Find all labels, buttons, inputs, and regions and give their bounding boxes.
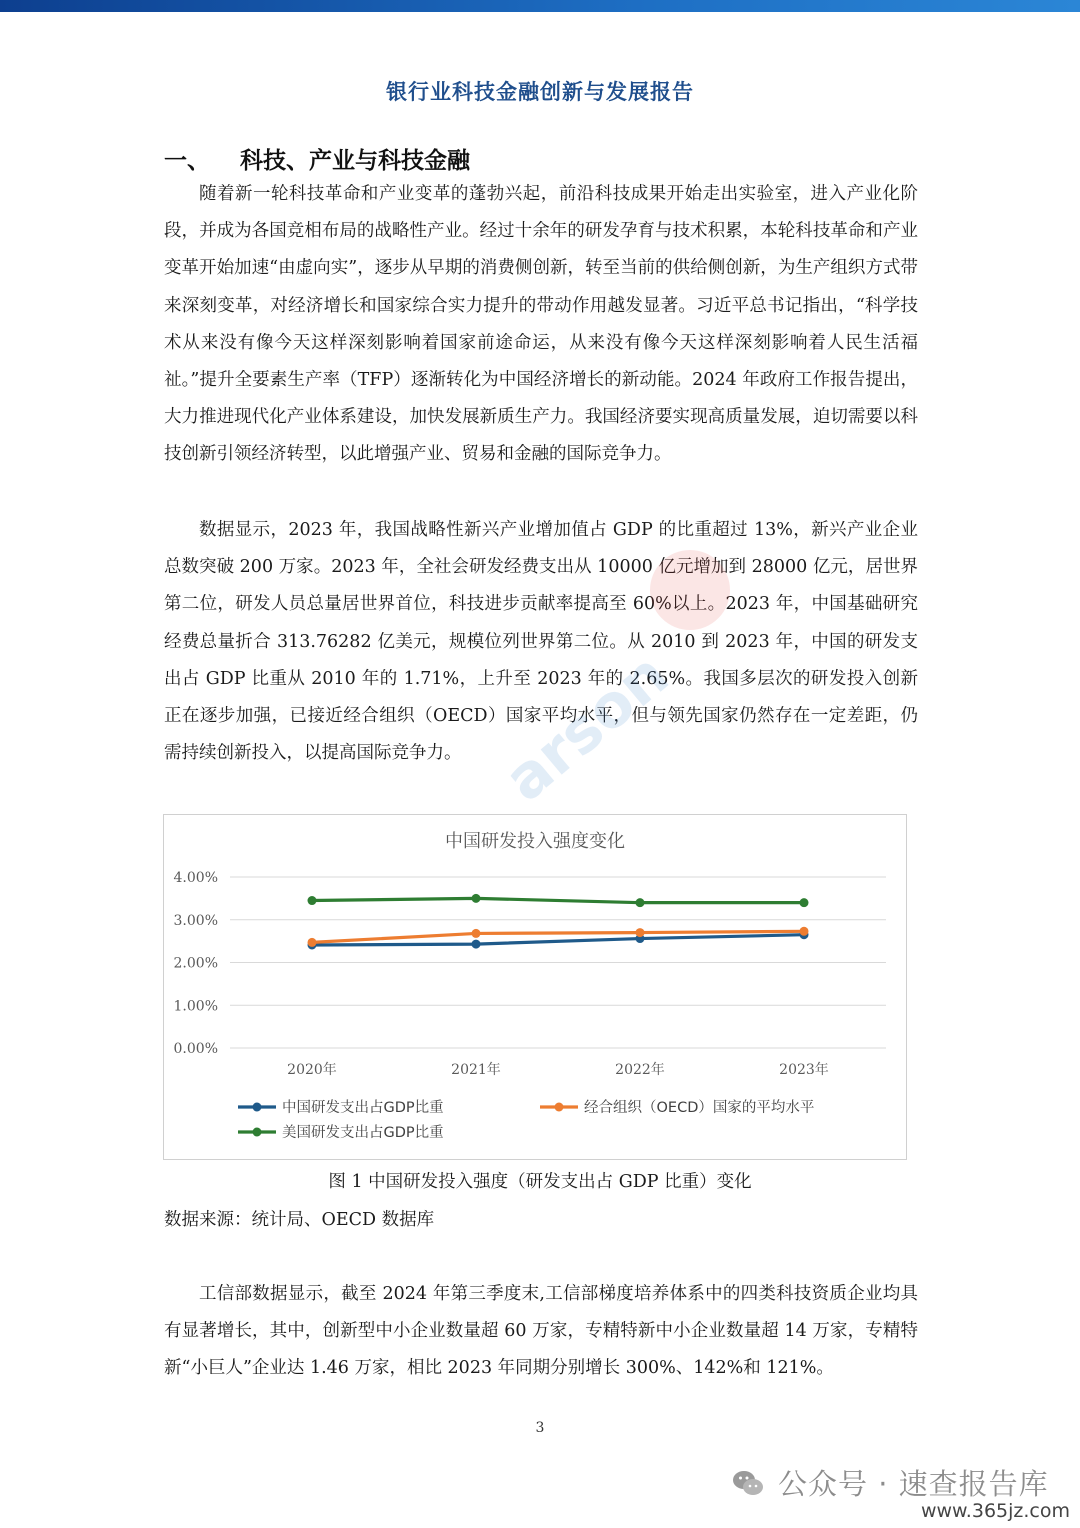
y-tick-label: 2.00% <box>173 955 218 972</box>
svg-text:arson: arson <box>491 639 682 816</box>
data-point <box>308 938 317 947</box>
section-number: 一、 <box>164 148 210 174</box>
body-paragraph-1: 随着新一轮科技革命和产业变革的蓬勃兴起，前沿科技成果开始走出实验室，进入产业化阶段，并成为各国竞相布局的战略性产业。经过十余年的研发孕育与技术积累，本轮科技革命和产业变革开始加速“由虚向实”，逐步从早期的消费侧创新，转至当前的供给侧创新，为生产组织方式带来深刻变革，对经济增长和国家综合实力提升的带动作用越发显著。习近平总书记指出，“科学技术从来没有像今天这样深刻影响着国家前途命运，从来没有像今天这样深刻影响着人民生活福祉。”提升全要素生产率（TFP）逐渐转化为中国经济增长的新动能。2024 年政府工作报告提出，大力推进现代化产业体系建设，加快发展新质生产力。我国经济要实现高质量发展，迫切需要以科技创新引领经济转型，以此增强产业、贸易和金融的国际竞争力。 <box>164 184 918 465</box>
wechat-account-label <box>732 1462 1049 1503</box>
data-point <box>472 894 481 903</box>
data-point <box>636 928 645 937</box>
y-tick-label: 0.00% <box>173 1041 218 1057</box>
wechat-account-text: 公众号 · 速查报告库 <box>778 1467 1049 1501</box>
data-point <box>308 896 317 905</box>
data-point <box>800 927 809 936</box>
data-point <box>636 898 645 907</box>
body-paragraph-2: 数据显示，2023 年，我国战略性新兴产业增加值占 GDP 的比重超过 13%，新兴产业企业总数突破 200 万家。2023 年，全社会研发经费支出从 10000 亿元增加到 28000 亿元，居世界第二位，研发人员总量居世界首位，科技进步贡献率提高至 60%以上。2023 年，中国基础研究经费总量折合 313.76282 亿美元，规模位列世界第二位。从 2010 到 2023 年，中国的研发支出占 GDP 比重从 2010 年的 1.71%，上升至 2023 年的 2.65%。我国多层次的研发投入创新正在逐步加强，已接近经合组织（OECD）国家平均水平，但与领先国家仍然存在一定差距，仍需持续创新投入，以提高国际竞争力。 <box>164 520 918 764</box>
legend-label: 经合组织（OECD）国家的平均水平 <box>584 1100 815 1116</box>
y-tick-label: 4.00% <box>173 870 218 886</box>
section-title: 科技、产业与科技金融 <box>240 148 470 174</box>
legend-item <box>238 1124 444 1141</box>
document-title: 银行业科技金融创新与发展报告 <box>386 80 694 104</box>
data-source-note: 数据来源：统计局、OECD 数据库 <box>164 1210 435 1230</box>
site-url: www.365jz.com <box>920 1500 1070 1522</box>
series-3 <box>308 894 809 907</box>
wechat-icon <box>732 1467 764 1499</box>
top-accent-bar <box>0 0 1080 12</box>
legend-label: 美国研发支出占GDP比重 <box>282 1125 444 1141</box>
legend-swatch-marker <box>253 1128 262 1137</box>
series-line <box>312 898 804 902</box>
legend-label: 中国研发支出占GDP比重 <box>282 1100 444 1116</box>
legend-swatch-marker <box>253 1103 262 1112</box>
legend-swatch-marker <box>555 1103 564 1112</box>
legend-item <box>540 1099 814 1116</box>
y-tick-label: 1.00% <box>173 998 218 1015</box>
section-heading <box>164 142 470 175</box>
x-tick-label: 2020年 <box>287 1062 337 1078</box>
rd-intensity-chart <box>163 814 907 1160</box>
chart-canvas <box>164 815 906 1159</box>
chart-title: 中国研发投入强度变化 <box>445 831 625 852</box>
page-number: 3 <box>535 1420 545 1436</box>
body-paragraph-3: 工信部数据显示，截至 2024 年第三季度末,工信部梯度培养体系中的四类科技资质企业均具有显著增长，其中，创新型中小企业数量超 60 万家，专精特新中小企业数量超 14 万家，专精特新“小巨人”企业达 1.46 万家，相比 2023 年同期分别增长 300%、142%和 121%。 <box>164 1284 918 1379</box>
x-tick-label: 2023年 <box>779 1062 829 1078</box>
x-tick-label: 2021年 <box>451 1062 501 1078</box>
data-point <box>800 898 809 907</box>
data-point <box>472 940 481 949</box>
data-point <box>472 929 481 938</box>
y-tick-label: 3.00% <box>173 912 218 929</box>
figure-caption: 图 1 中国研发投入强度（研发支出占 GDP 比重）变化 <box>328 1172 752 1192</box>
x-tick-label: 2022年 <box>615 1062 665 1078</box>
legend-item <box>238 1099 444 1116</box>
